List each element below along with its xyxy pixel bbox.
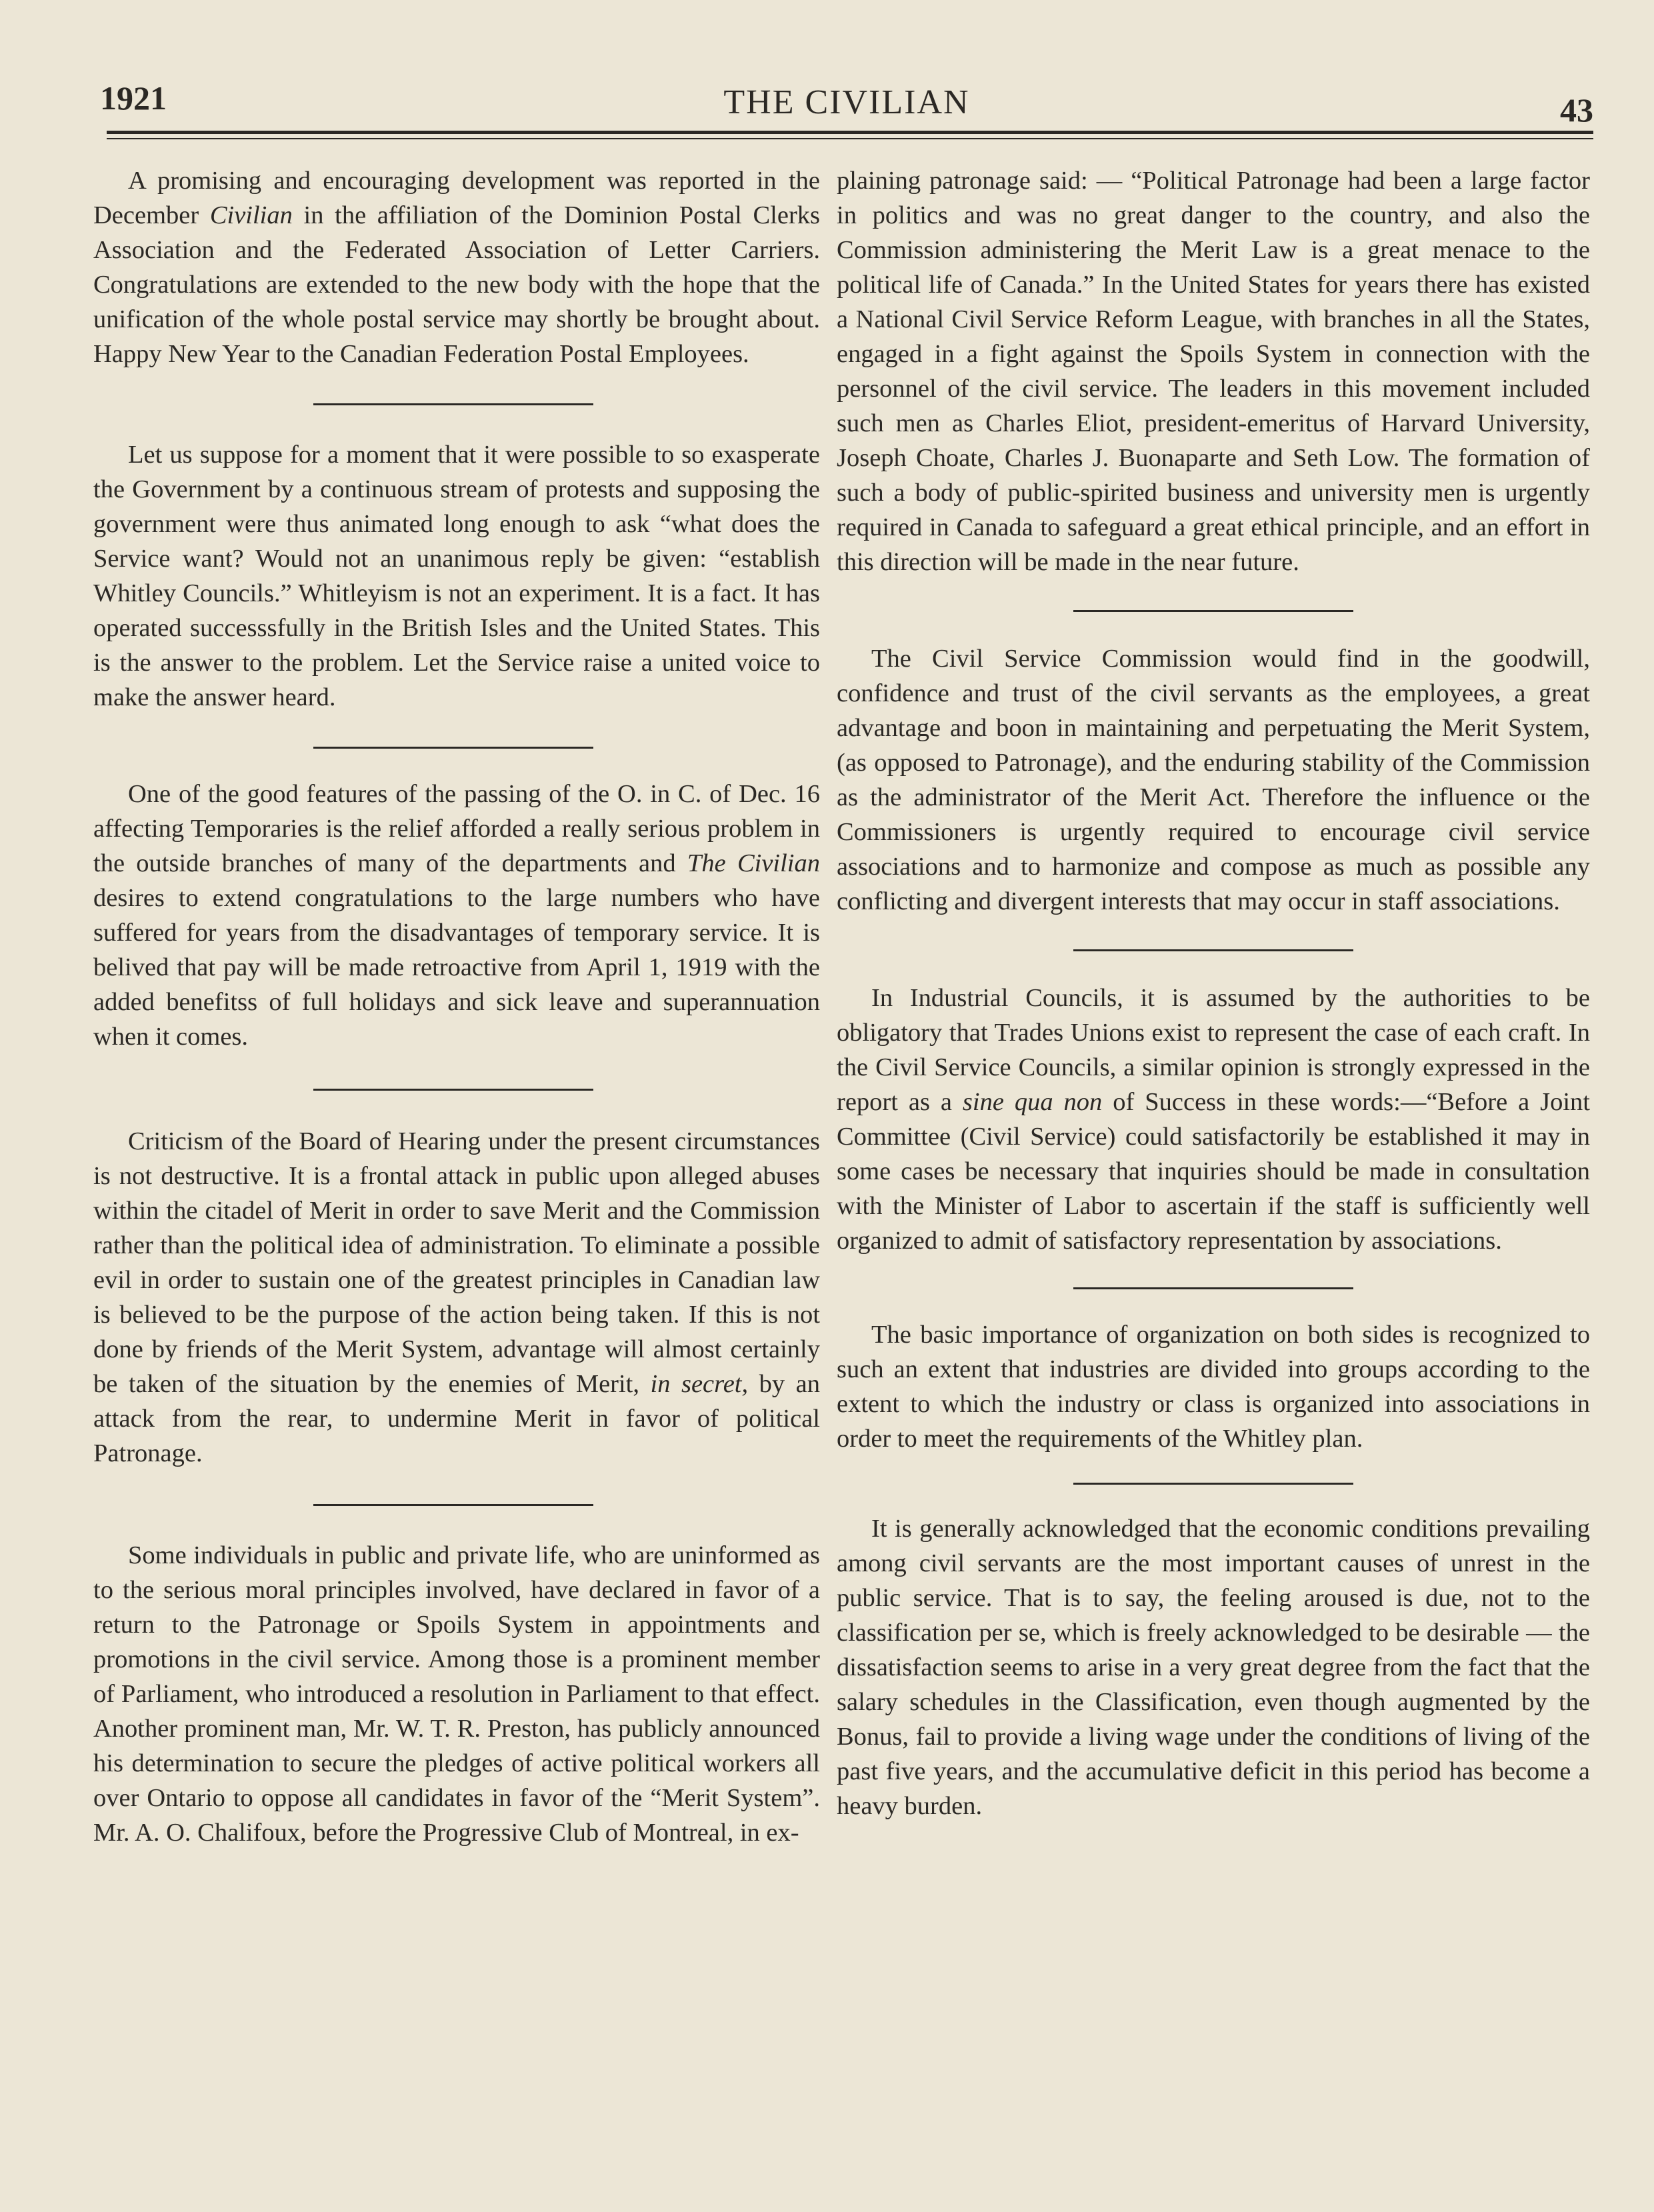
paragraph-industrial-councils bbox=[837, 981, 1590, 1258]
paragraph-postal-affiliation bbox=[93, 163, 820, 371]
paragraph-italic-text: The Civilian bbox=[687, 849, 820, 877]
paragraph-organization: The basic importance of organization on both sides is recognized to such an extent that industries are divided into groups according to the extent to which the industry or class is organized into associations in order to meet the requirements of the Whitley plan. bbox=[837, 1321, 1590, 1453]
paragraph-temporaries bbox=[93, 777, 820, 1054]
paragraph-patronage-continued: plaining patronage said: — “Political Patronage had been a large factor in politics and was no great danger to the country, and also the Commission administering the Merit Law is a great menace to the political life of Canada.” In the United States for years there has existed a National Civil Service Reform League, with branches in all the States, engaged in a fight against the Spoils System in connection with the personnel of the civil service. The leaders in this movement included such men as Charles Eliot, president-emeritus of Harvard University, Joseph Choate, Charles J. Buonaparte and Seth Low. The formation of such a body of public-spirited business and university men is urgently required in Canada to safeguard a great ethical principle, and an effort in this direction will be made in the near future. bbox=[837, 167, 1590, 576]
section-divider bbox=[1073, 610, 1353, 612]
paragraph-italic-text: Civilian bbox=[209, 201, 293, 229]
section-divider bbox=[313, 403, 593, 405]
paragraph-economic-conditions: It is generally acknowledged that the economic conditions prevailing among civil servants are the most important causes of unrest in the public service. That is to say, the feeling aroused is due, not to the classification per se, which is freely acknowledged to be desirable — the dissatisfaction seems to arise in a very great degree from the fact that the salary schedules in the Classification, even though augmented by the Bonus, fail to provide a living wage under the conditions of living of the past five years, and the accumulative deficit in this period has become a heavy burden. bbox=[837, 1515, 1590, 1820]
paragraph-text: In Industrial Councils, it is assumed by the authorities to be obligatory that Trades Unions exist to represent the case of each craft. In the Civil Service Councils, a similar opinion is strongly expressed in the report as a bbox=[837, 984, 1590, 1116]
paragraph-italic-text: sine qua non bbox=[962, 1088, 1103, 1116]
section-divider bbox=[313, 1504, 593, 1506]
page-header bbox=[100, 79, 1593, 132]
header-rule-thick bbox=[107, 131, 1593, 134]
section-divider bbox=[1073, 949, 1353, 951]
paragraph-text: Criticism of the Board of Hearing under the present circumstances is not destructive. It is a frontal attack in public upon alleged abuses within the citadel of Merit in order to save Merit and the Commission rather than the political idea of administration. To eliminate a possible evil in order to sustain one of the greatest principles in Canadian law is believed to be the purpose of the action being taken. If this is not done by friends of the Merit System, advantage will almost certainly be taken of the situation by the enemies of Merit, bbox=[93, 1127, 820, 1398]
section-divider bbox=[313, 1089, 593, 1091]
paragraph-whitley-councils: Let us suppose for a moment that it were possible to so exasperate the Government by a continuous stream of protests and supposing the government were thus animated long enough to ask “what does the Service want? Would not an unanimous reply be given: “establish Whitley Councils.” Whitleyism is not an experiment. It is a fact. It has operated successsfully in the British Isles and the United States. This is the answer to the problem. Let the Service raise a united voice to make the answer heard. bbox=[93, 441, 820, 711]
page-number: 43 bbox=[1560, 91, 1593, 129]
header-year: 1921 bbox=[100, 79, 167, 117]
paragraph-text: A promising and encouraging development was reported in the December bbox=[93, 167, 820, 229]
section-divider bbox=[313, 747, 593, 749]
header-rule-thin bbox=[107, 138, 1593, 139]
right-column bbox=[837, 163, 1590, 1823]
paragraph-commission-goodwill: The Civil Service Commission would find in the goodwill, confidence and trust of the civil servants as the employees, a great advantage and boon in maintaining and perpetuating the Merit System, (as opposed to Patronage), and the enduring stability of the Commission as the administrator of the Merit Act. Therefore the influence oɪ the Commissioners is urgently required to encourage civil service associations and to harmonize and compose as much as possible any conflicting and divergent interests that may occur in staff associations. bbox=[837, 645, 1590, 915]
paragraph-text: of Success in these words:—“Before a Joint Committee (Civil Service) could satisfactorily be established it may in some cases be necessary that inquiries should be made in consultation with the Minister of Labor to ascertain if the staff is sufficiently well organized to admit of satisfactory representation by associations. bbox=[837, 1088, 1590, 1255]
paragraph-text: by an attack from the rear, to undermine Merit in favor of political Patronage. bbox=[93, 1370, 820, 1467]
paragraph-text: One of the good features of the passing of the O. in C. of Dec. 16 affecting Temporaries is the relief afforded a really serious problem in the outside branches of many of the departments and bbox=[93, 780, 820, 877]
section-divider bbox=[1073, 1287, 1353, 1289]
left-column bbox=[93, 163, 820, 1850]
paragraph-text: in the affiliation of the Dominion Postal Clerks Association and the Federated Association of Letter Carriers. Congratulations are extended to the new body with the hope that the unification of the whole postal service may shortly be brought about. Happy New Year to the Canadian Federation Postal Employees. bbox=[93, 201, 820, 368]
paragraph-board-of-hearing bbox=[93, 1124, 820, 1471]
section-divider bbox=[1073, 1483, 1353, 1485]
paragraph-italic-text: in secret, bbox=[650, 1370, 749, 1398]
paragraph-patronage: Some individuals in public and private life, who are uninformed as to the serious moral principles involved, have declared in favor of a return to the Patronage or Spoils System in appointments and promotions in the civil service. Among those is a prominent member of Parliament, who introduced a resolution in Parliament to that effect. Another prominent man, Mr. W. T. R. Preston, has publicly announced his determination to secure the pledges of active political workers all over Ontario to oppose all candidates in favor of the “Merit System”. Mr. A. O. Chalifoux, before the Progressive Club of Montreal, in ex- bbox=[93, 1541, 820, 1847]
publication-title: THE CIVILIAN bbox=[723, 83, 970, 121]
paragraph-text: desires to extend congratulations to the large numbers who have suffered for years from the disadvantages of temporary service. It is belived that pay will be made retroactive from April 1, 1919 with the added benefitss of full holidays and sick leave and superannuation when it comes. bbox=[93, 884, 820, 1051]
